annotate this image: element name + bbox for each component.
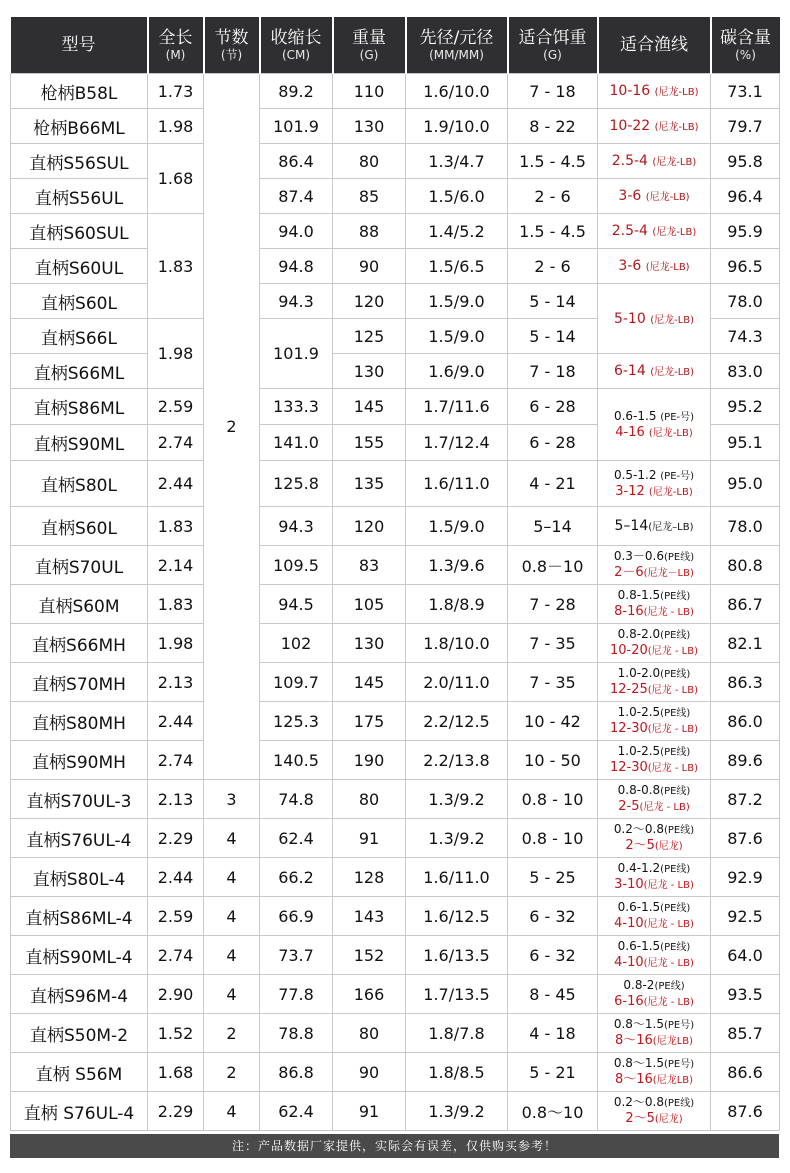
length-cell: 2.44 [148, 461, 204, 507]
sections-cell: 2 [204, 1053, 260, 1092]
carbon-cell: 95.1 [711, 425, 780, 461]
weight-cell: 175 [333, 702, 406, 741]
weight-cell: 135 [333, 461, 406, 507]
model-cell: 直柄 S56M [11, 1053, 148, 1092]
closed-length-cell: 94.0 [260, 214, 333, 249]
spec-table-container [10, 17, 779, 1131]
model-cell: 直柄S66MH [11, 624, 148, 663]
table-row [11, 179, 780, 214]
weight-cell: 80 [333, 780, 406, 819]
tip-butt-cell: 1.6/11.0 [406, 858, 508, 897]
sections-cell: 4 [204, 975, 260, 1014]
model-cell: 直柄S90ML-4 [11, 936, 148, 975]
tip-butt-cell: 2.2/13.8 [406, 741, 508, 780]
carbon-cell: 86.0 [711, 702, 780, 741]
weight-cell: 120 [333, 284, 406, 319]
lure-weight-cell: 4 - 18 [508, 1014, 598, 1053]
carbon-cell: 78.0 [711, 507, 780, 546]
tip-butt-cell: 1.6/11.0 [406, 461, 508, 507]
tip-butt-cell: 2.2/12.5 [406, 702, 508, 741]
line-cell: 0.6-1.5(PE线) 4-10(尼龙 - LB) [598, 897, 711, 936]
tip-butt-cell: 1.8/8.9 [406, 585, 508, 624]
closed-length-cell: 94.5 [260, 585, 333, 624]
table-row [11, 144, 780, 179]
carbon-cell: 92.5 [711, 897, 780, 936]
carbon-cell: 93.5 [711, 975, 780, 1014]
weight-cell: 91 [333, 1092, 406, 1131]
carbon-cell: 92.9 [711, 858, 780, 897]
header-line: 适合渔线 [598, 17, 711, 74]
length-cell: 1.83 [148, 585, 204, 624]
length-cell: 2.90 [148, 975, 204, 1014]
length-cell: 2.14 [148, 546, 204, 585]
length-cell: 1.68 [148, 1053, 204, 1092]
lure-weight-cell: 0.8－10 [508, 546, 598, 585]
line-cell: 1.0-2.0(PE线) 12-25(尼龙 - LB) [598, 663, 711, 702]
model-cell: 直柄S70UL [11, 546, 148, 585]
closed-length-cell: 73.7 [260, 936, 333, 975]
closed-length-cell: 109.5 [260, 546, 333, 585]
closed-length-cell: 125.8 [260, 461, 333, 507]
line-cell: 5-10 (尼龙-LB) [598, 284, 711, 354]
tip-butt-cell: 1.8/7.8 [406, 1014, 508, 1053]
table-row [11, 585, 780, 624]
weight-cell: 88 [333, 214, 406, 249]
model-cell: 直柄S80MH [11, 702, 148, 741]
lure-weight-cell: 1.5 - 4.5 [508, 144, 598, 179]
model-cell: 直柄S90ML [11, 425, 148, 461]
sections-cell: 3 [204, 780, 260, 819]
model-cell: 直柄S70MH [11, 663, 148, 702]
lure-weight-cell: 7 - 35 [508, 663, 598, 702]
weight-cell: 91 [333, 819, 406, 858]
closed-length-cell: 66.9 [260, 897, 333, 936]
carbon-cell: 80.8 [711, 546, 780, 585]
lure-weight-cell: 4 - 21 [508, 461, 598, 507]
model-cell: 直柄S66ML [11, 354, 148, 389]
lure-weight-cell: 10 - 50 [508, 741, 598, 780]
weight-cell: 143 [333, 897, 406, 936]
carbon-cell: 73.1 [711, 74, 780, 109]
weight-cell: 166 [333, 975, 406, 1014]
lure-weight-cell: 0.8 - 10 [508, 819, 598, 858]
closed-length-cell: 77.8 [260, 975, 333, 1014]
length-cell: 2.13 [148, 663, 204, 702]
line-cell: 0.8～1.5(PE号) 8～16(尼龙LB) [598, 1053, 711, 1092]
tip-butt-cell: 1.5/9.0 [406, 319, 508, 354]
carbon-cell: 79.7 [711, 109, 780, 144]
table-row [11, 461, 780, 507]
closed-length-cell: 109.7 [260, 663, 333, 702]
table-row [11, 1053, 780, 1092]
header-sections: 节数 (节) [204, 17, 260, 74]
weight-cell: 155 [333, 425, 406, 461]
line-cell: 0.8-1.5(PE线) 8-16(尼龙 - LB) [598, 585, 711, 624]
closed-length-cell: 125.3 [260, 702, 333, 741]
tip-butt-cell: 1.3/9.2 [406, 1092, 508, 1131]
carbon-cell: 74.3 [711, 319, 780, 354]
model-cell: 直柄S96M-4 [11, 975, 148, 1014]
table-row [11, 858, 780, 897]
model-cell: 直柄S80L [11, 461, 148, 507]
carbon-cell: 87.6 [711, 819, 780, 858]
weight-cell: 90 [333, 1053, 406, 1092]
length-cell: 2.74 [148, 425, 204, 461]
line-cell: 5–14(尼龙–LB) [598, 507, 711, 546]
lure-weight-cell: 10 - 42 [508, 702, 598, 741]
tip-butt-cell: 1.7/13.5 [406, 975, 508, 1014]
lure-weight-cell: 5 - 14 [508, 284, 598, 319]
tip-butt-cell: 1.4/5.2 [406, 214, 508, 249]
table-row [11, 1014, 780, 1053]
table-row [11, 507, 780, 546]
line-cell: 10-22 (尼龙-LB) [598, 109, 711, 144]
sections-cell: 4 [204, 1092, 260, 1131]
length-cell: 1.68 [148, 144, 204, 214]
line-cell: 0.4-1.2(PE线) 3-10(尼龙 - LB) [598, 858, 711, 897]
tip-butt-cell: 1.7/12.4 [406, 425, 508, 461]
model-cell: 直柄S70UL-3 [11, 780, 148, 819]
footnote: 注：产品数据厂家提供，实际会有误差，仅供购买参考！ [10, 1134, 779, 1158]
lure-weight-cell: 7 - 18 [508, 74, 598, 109]
table-row [11, 249, 780, 284]
tip-butt-cell: 1.6/13.5 [406, 936, 508, 975]
lure-weight-cell: 5–14 [508, 507, 598, 546]
closed-length-cell: 141.0 [260, 425, 333, 461]
lure-weight-cell: 2 - 6 [508, 249, 598, 284]
line-cell: 3-6 (尼龙-LB) [598, 249, 711, 284]
tip-butt-cell: 1.5/9.0 [406, 284, 508, 319]
length-cell: 2.74 [148, 741, 204, 780]
header-carbon: 碳含量 (%) [711, 17, 780, 74]
line-cell: 0.8～1.5(PE号) 8～16(尼龙LB) [598, 1014, 711, 1053]
line-cell: 0.3－0.6(PE线) 2－6(尼龙－LB) [598, 546, 711, 585]
table-row [11, 354, 780, 389]
header-tip-butt: 先径/元径 (MM/MM) [406, 17, 508, 74]
weight-cell: 145 [333, 663, 406, 702]
weight-cell: 120 [333, 507, 406, 546]
sections-cell: 4 [204, 897, 260, 936]
length-cell: 1.98 [148, 624, 204, 663]
model-cell: 直柄 S76UL-4 [11, 1092, 148, 1131]
length-cell: 1.52 [148, 1014, 204, 1053]
carbon-cell: 86.6 [711, 1053, 780, 1092]
lure-weight-cell: 0.8～10 [508, 1092, 598, 1131]
carbon-cell: 95.8 [711, 144, 780, 179]
model-cell: 直柄S60UL [11, 249, 148, 284]
carbon-cell: 78.0 [711, 284, 780, 319]
lure-weight-cell: 7 - 28 [508, 585, 598, 624]
lure-weight-cell: 8 - 45 [508, 975, 598, 1014]
model-cell: 直柄S90MH [11, 741, 148, 780]
closed-length-cell: 94.3 [260, 284, 333, 319]
lure-weight-cell: 2 - 6 [508, 179, 598, 214]
weight-cell: 130 [333, 354, 406, 389]
header-length: 全长 (M) [148, 17, 204, 74]
sections-cell: 4 [204, 936, 260, 975]
tip-butt-cell: 1.8/10.0 [406, 624, 508, 663]
carbon-cell: 89.6 [711, 741, 780, 780]
model-cell: 直柄S60L [11, 507, 148, 546]
weight-cell: 90 [333, 249, 406, 284]
tip-butt-cell: 1.3/4.7 [406, 144, 508, 179]
carbon-cell: 64.0 [711, 936, 780, 975]
length-cell: 2.74 [148, 936, 204, 975]
table-row [11, 546, 780, 585]
header-weight: 重量 (G) [333, 17, 406, 74]
lure-weight-cell: 6 - 32 [508, 936, 598, 975]
carbon-cell: 95.2 [711, 389, 780, 425]
lure-weight-cell: 5 - 21 [508, 1053, 598, 1092]
header-lure-weight: 适合饵重 (G) [508, 17, 598, 74]
tip-butt-cell: 1.5/9.0 [406, 507, 508, 546]
header-model: 型号 [11, 17, 148, 74]
lure-weight-cell: 5 - 25 [508, 858, 598, 897]
model-cell: 直柄S56SUL [11, 144, 148, 179]
model-cell: 直柄S50M-2 [11, 1014, 148, 1053]
weight-cell: 110 [333, 74, 406, 109]
tip-butt-cell: 1.9/10.0 [406, 109, 508, 144]
closed-length-cell: 62.4 [260, 1092, 333, 1131]
table-row [11, 741, 780, 780]
line-cell: 1.0-2.5(PE线) 12-30(尼龙 - LB) [598, 741, 711, 780]
line-cell: 2.5-4 (尼龙-LB) [598, 144, 711, 179]
line-cell: 0.8-2(PE线) 6-16(尼龙 - LB) [598, 975, 711, 1014]
line-cell: 3-6 (尼龙-LB) [598, 179, 711, 214]
model-cell: 直柄S86ML-4 [11, 897, 148, 936]
carbon-cell: 87.6 [711, 1092, 780, 1131]
lure-weight-cell: 1.5 - 4.5 [508, 214, 598, 249]
table-row [11, 1092, 780, 1131]
sections-cell: 2 [204, 1014, 260, 1053]
tip-butt-cell: 1.5/6.0 [406, 179, 508, 214]
lure-weight-cell: 7 - 35 [508, 624, 598, 663]
tip-butt-cell: 2.0/11.0 [406, 663, 508, 702]
tip-butt-cell: 1.6/10.0 [406, 74, 508, 109]
table-row [11, 780, 780, 819]
line-cell: 10-16 (尼龙-LB) [598, 74, 711, 109]
model-cell: 枪柄B58L [11, 74, 148, 109]
carbon-cell: 95.9 [711, 214, 780, 249]
closed-length-cell: 94.8 [260, 249, 333, 284]
closed-length-cell: 102 [260, 624, 333, 663]
closed-length-cell: 87.4 [260, 179, 333, 214]
line-cell: 0.6-1.5 (PE-号) 4-16 (尼龙-LB) [598, 389, 711, 461]
carbon-cell: 87.2 [711, 780, 780, 819]
table-row [11, 819, 780, 858]
length-cell: 2.44 [148, 858, 204, 897]
model-cell: 直柄S56UL [11, 179, 148, 214]
length-cell: 2.13 [148, 780, 204, 819]
tip-butt-cell: 1.3/9.2 [406, 819, 508, 858]
table-row [11, 975, 780, 1014]
tip-butt-cell: 1.5/6.5 [406, 249, 508, 284]
weight-cell: 130 [333, 109, 406, 144]
lure-weight-cell: 7 - 18 [508, 354, 598, 389]
weight-cell: 130 [333, 624, 406, 663]
header-closed-length: 收缩长 (CM) [260, 17, 333, 74]
closed-length-cell: 101.9 [260, 109, 333, 144]
table-row [11, 389, 780, 425]
weight-cell: 85 [333, 179, 406, 214]
weight-cell: 145 [333, 389, 406, 425]
closed-length-cell: 62.4 [260, 819, 333, 858]
closed-length-cell: 133.3 [260, 389, 333, 425]
model-cell: 直柄S60SUL [11, 214, 148, 249]
sections-cell: 4 [204, 858, 260, 897]
table-row [11, 702, 780, 741]
table-row [11, 74, 780, 109]
weight-cell: 190 [333, 741, 406, 780]
length-cell: 1.83 [148, 214, 204, 319]
tip-butt-cell: 1.3/9.6 [406, 546, 508, 585]
lure-weight-cell: 6 - 32 [508, 897, 598, 936]
line-cell: 6-14 (尼龙-LB) [598, 354, 711, 389]
line-cell: 0.8-0.8(PE线) 2-5(尼龙 - LB) [598, 780, 711, 819]
line-cell: 0.2～0.8(PE线) 2～5(尼龙) [598, 1092, 711, 1131]
model-cell: 直柄S76UL-4 [11, 819, 148, 858]
tip-butt-cell: 1.6/9.0 [406, 354, 508, 389]
length-cell: 2.59 [148, 389, 204, 425]
lure-weight-cell: 8 - 22 [508, 109, 598, 144]
closed-length-cell: 101.9 [260, 319, 333, 389]
line-cell: 0.2～0.8(PE线) 2～5(尼龙) [598, 819, 711, 858]
lure-weight-cell: 6 - 28 [508, 425, 598, 461]
length-cell: 2.29 [148, 1092, 204, 1131]
model-cell: 直柄S80L-4 [11, 858, 148, 897]
weight-cell: 125 [333, 319, 406, 354]
model-cell: 直柄S60M [11, 585, 148, 624]
line-cell: 2.5-4 (尼龙-LB) [598, 214, 711, 249]
table-row [11, 936, 780, 975]
closed-length-cell: 74.8 [260, 780, 333, 819]
carbon-cell: 96.4 [711, 179, 780, 214]
tip-butt-cell: 1.3/9.2 [406, 780, 508, 819]
length-cell: 2.59 [148, 897, 204, 936]
tip-butt-cell: 1.8/8.5 [406, 1053, 508, 1092]
spec-table [10, 17, 780, 1131]
model-cell: 直柄S86ML [11, 389, 148, 425]
carbon-cell: 86.3 [711, 663, 780, 702]
closed-length-cell: 89.2 [260, 74, 333, 109]
closed-length-cell: 94.3 [260, 507, 333, 546]
table-row [11, 214, 780, 249]
weight-cell: 128 [333, 858, 406, 897]
length-cell: 2.44 [148, 702, 204, 741]
carbon-cell: 86.7 [711, 585, 780, 624]
carbon-cell: 96.5 [711, 249, 780, 284]
carbon-cell: 95.0 [711, 461, 780, 507]
table-row [11, 284, 780, 319]
tip-butt-cell: 1.7/11.6 [406, 389, 508, 425]
model-cell: 枪柄B66ML [11, 109, 148, 144]
table-row [11, 624, 780, 663]
weight-cell: 152 [333, 936, 406, 975]
lure-weight-cell: 0.8 - 10 [508, 780, 598, 819]
length-cell: 2.29 [148, 819, 204, 858]
line-cell: 0.8-2.0(PE线) 10-20(尼龙 - LB) [598, 624, 711, 663]
tip-butt-cell: 1.6/12.5 [406, 897, 508, 936]
table-row [11, 109, 780, 144]
sections-cell: 4 [204, 819, 260, 858]
length-cell: 1.83 [148, 507, 204, 546]
weight-cell: 105 [333, 585, 406, 624]
carbon-cell: 83.0 [711, 354, 780, 389]
weight-cell: 83 [333, 546, 406, 585]
weight-cell: 80 [333, 1014, 406, 1053]
header-row [11, 17, 780, 74]
lure-weight-cell: 6 - 28 [508, 389, 598, 425]
length-cell: 1.98 [148, 109, 204, 144]
line-cell: 0.6-1.5(PE线) 4-10(尼龙 - LB) [598, 936, 711, 975]
closed-length-cell: 86.4 [260, 144, 333, 179]
closed-length-cell: 78.8 [260, 1014, 333, 1053]
closed-length-cell: 86.8 [260, 1053, 333, 1092]
closed-length-cell: 66.2 [260, 858, 333, 897]
line-cell: 0.5-1.2 (PE-号) 3-12 (尼龙-LB) [598, 461, 711, 507]
length-cell: 1.73 [148, 74, 204, 109]
sections-cell: 2 [204, 74, 260, 780]
weight-cell: 80 [333, 144, 406, 179]
model-cell: 直柄S60L [11, 284, 148, 319]
model-cell: 直柄S66L [11, 319, 148, 354]
closed-length-cell: 140.5 [260, 741, 333, 780]
table-row [11, 663, 780, 702]
table-row [11, 897, 780, 936]
line-cell: 1.0-2.5(PE线) 12-30(尼龙 - LB) [598, 702, 711, 741]
carbon-cell: 85.7 [711, 1014, 780, 1053]
length-cell: 1.98 [148, 319, 204, 389]
lure-weight-cell: 5 - 14 [508, 319, 598, 354]
carbon-cell: 82.1 [711, 624, 780, 663]
